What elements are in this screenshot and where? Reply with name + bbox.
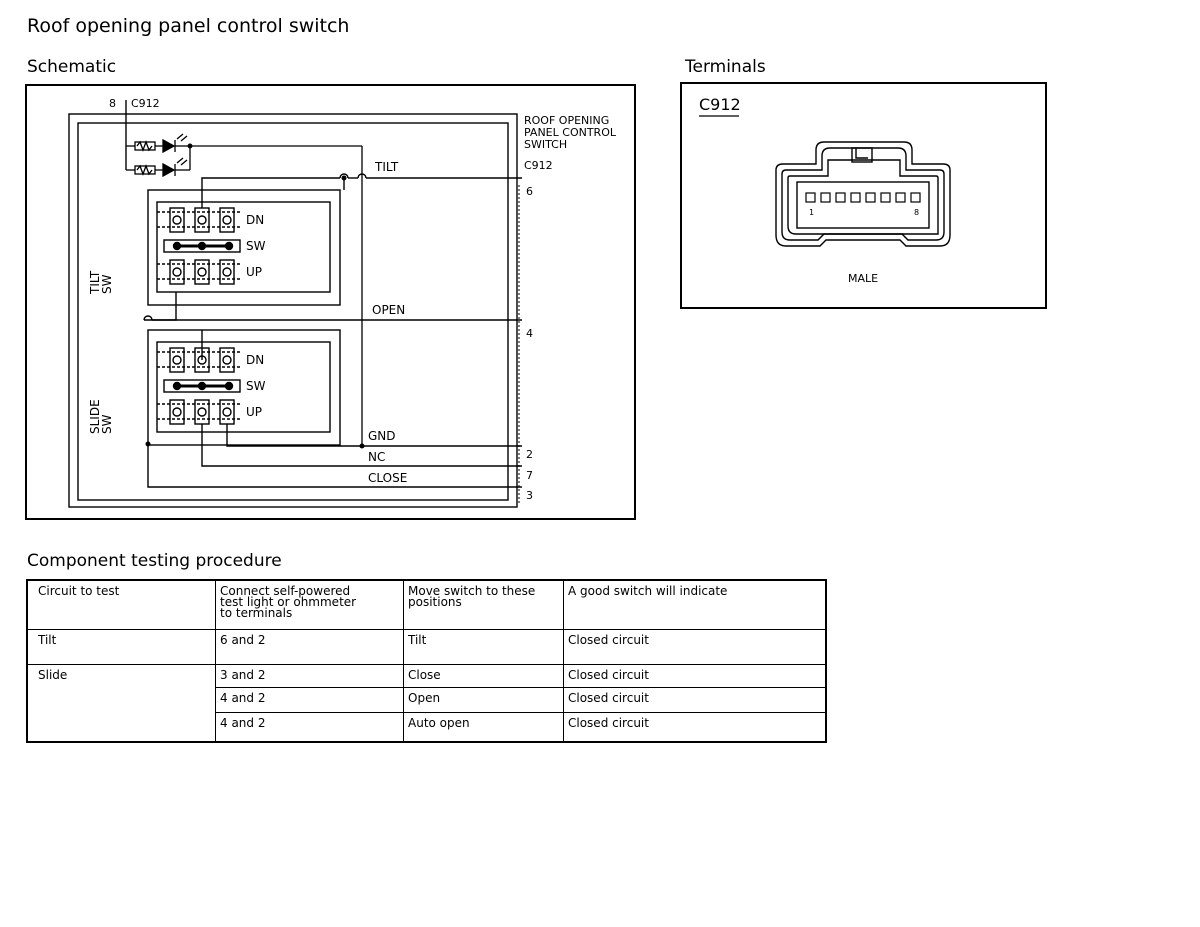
slide-sw-text1: SLIDE: [88, 399, 102, 434]
tilt-sw-text1: TILT: [88, 270, 102, 294]
schematic-heading: Schematic: [27, 57, 117, 77]
switch-outline-outer: [69, 114, 517, 507]
wire-nc-label: NC: [368, 450, 386, 464]
led-illumination: [126, 134, 362, 446]
slide-switch-block: [148, 330, 340, 445]
component-label-line3: SWITCH: [524, 138, 568, 151]
component-label-line2: PANEL CONTROL: [524, 126, 616, 139]
terminals-connector-label: C912: [699, 95, 741, 114]
connector-face-drawing: [776, 142, 950, 246]
connector-pin-8-label: 8: [914, 208, 920, 217]
pin-3-label: 3: [526, 489, 533, 502]
table-row: [27, 665, 826, 688]
wire-gnd-label: GND: [368, 429, 396, 443]
tilt-dn-label: DN: [246, 213, 265, 227]
header-positions: Move switch to these positions: [404, 580, 564, 630]
cell-circuit: Tilt: [27, 630, 216, 665]
wire-close-label: CLOSE: [368, 471, 408, 485]
slide-sw-label: SW: [246, 379, 266, 393]
pin-7-label: 7: [526, 469, 533, 482]
cell-terminals: 6 and 2: [216, 630, 404, 665]
tilt-switch-block: [148, 190, 340, 305]
connector-gender-label: MALE: [848, 272, 879, 285]
cell-position: Close: [404, 665, 564, 688]
connector-pins: [806, 193, 920, 202]
cell-result: Closed circuit: [564, 665, 827, 688]
tilt-sw-label: SW: [246, 239, 266, 253]
header-result: A good switch will indicate: [564, 580, 827, 630]
pin-2-label: 2: [526, 448, 533, 461]
cell-terminals: 4 and 2: [216, 688, 404, 713]
cell-terminals: 3 and 2: [216, 665, 404, 688]
procedure-heading: Component testing procedure: [27, 551, 282, 571]
tilt-sw-text2: SW: [100, 274, 114, 294]
tilt-up-label: UP: [246, 265, 263, 279]
wire-tilt-label: TILT: [375, 160, 399, 174]
slide-sw-text2: SW: [100, 414, 114, 434]
cell-circuit: Slide: [27, 665, 216, 743]
cell-result: Closed circuit: [564, 713, 827, 743]
pin-8-label: 8: [109, 97, 116, 110]
wire-open-label: OPEN: [372, 303, 406, 317]
connector-pin-1-label: 1: [809, 208, 815, 217]
connector-right-label: C912: [524, 159, 553, 172]
component-label-line1: ROOF OPENING: [524, 114, 610, 127]
slide-dn-label: DN: [246, 353, 265, 367]
cell-result: Closed circuit: [564, 688, 827, 713]
cell-position: Tilt: [404, 630, 564, 665]
table-header-row: [27, 580, 826, 630]
cell-position: Auto open: [404, 713, 564, 743]
table-row: [27, 630, 826, 665]
page-title: Roof opening panel control switch: [27, 15, 350, 37]
pin-4-label: 4: [526, 327, 533, 340]
header-terminals: Connect self-powered test light or ohmmeter to terminals: [216, 580, 404, 630]
header-circuit: Circuit to test: [27, 580, 216, 630]
slide-up-label: UP: [246, 405, 263, 419]
connector-top-label: C912: [131, 97, 160, 110]
switch-outline-inner: [78, 123, 508, 500]
cell-position: Open: [404, 688, 564, 713]
terminals-heading: Terminals: [685, 57, 766, 77]
cell-terminals: 4 and 2: [216, 713, 404, 743]
pin-6-label: 6: [526, 185, 533, 198]
cell-result: Closed circuit: [564, 630, 827, 665]
component-testing-table: [26, 579, 827, 743]
